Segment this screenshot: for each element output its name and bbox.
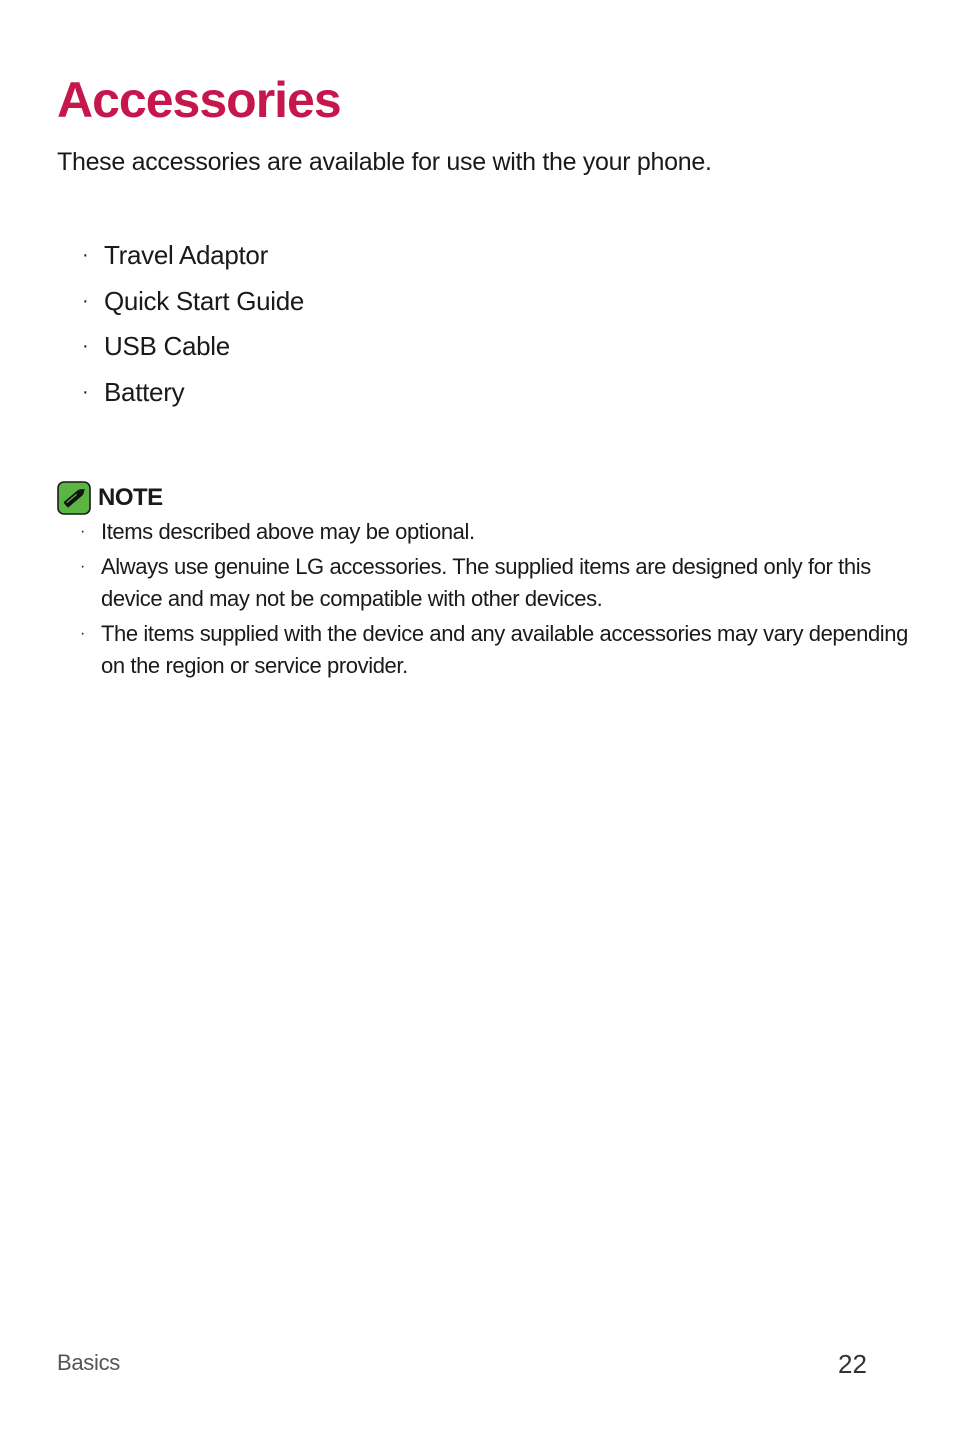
accessory-list xyxy=(82,236,304,418)
bullet: · xyxy=(80,558,85,575)
note-header xyxy=(57,480,163,516)
bullet: · xyxy=(82,335,89,358)
pencil-note-icon xyxy=(57,481,91,515)
accessory-label: USB Cable xyxy=(104,331,230,362)
accessory-label: Battery xyxy=(104,376,185,407)
list-item xyxy=(82,282,304,328)
bullet: · xyxy=(82,380,89,403)
bullet: · xyxy=(82,289,89,312)
page-number: 22 xyxy=(838,1349,867,1379)
page-title: Accessories xyxy=(57,72,341,128)
note-label: NOTE xyxy=(98,484,163,511)
bullet: · xyxy=(80,523,85,540)
bullet: · xyxy=(80,625,85,642)
list-item xyxy=(80,516,910,548)
list-item xyxy=(82,327,304,373)
note-text: The items supplied with the device and any available accessories may vary depending on the region or service provider. xyxy=(101,621,908,678)
accessory-label: Travel Adaptor xyxy=(104,240,268,270)
note-list xyxy=(80,516,910,685)
intro-paragraph: These accessories are available for use with the your phone. xyxy=(57,148,712,176)
list-item xyxy=(82,236,304,282)
note-text: Items described above may be optional. xyxy=(101,519,475,544)
list-item xyxy=(80,551,910,615)
list-item xyxy=(82,373,304,419)
list-item xyxy=(80,618,910,682)
accessory-label: Quick Start Guide xyxy=(104,285,305,316)
note-text: Always use genuine LG accessories. The supplied items are designed only for this device and may not be compatible with other devices. xyxy=(101,554,871,611)
bullet: · xyxy=(82,244,89,266)
footer-section-label: Basics xyxy=(57,1350,120,1375)
